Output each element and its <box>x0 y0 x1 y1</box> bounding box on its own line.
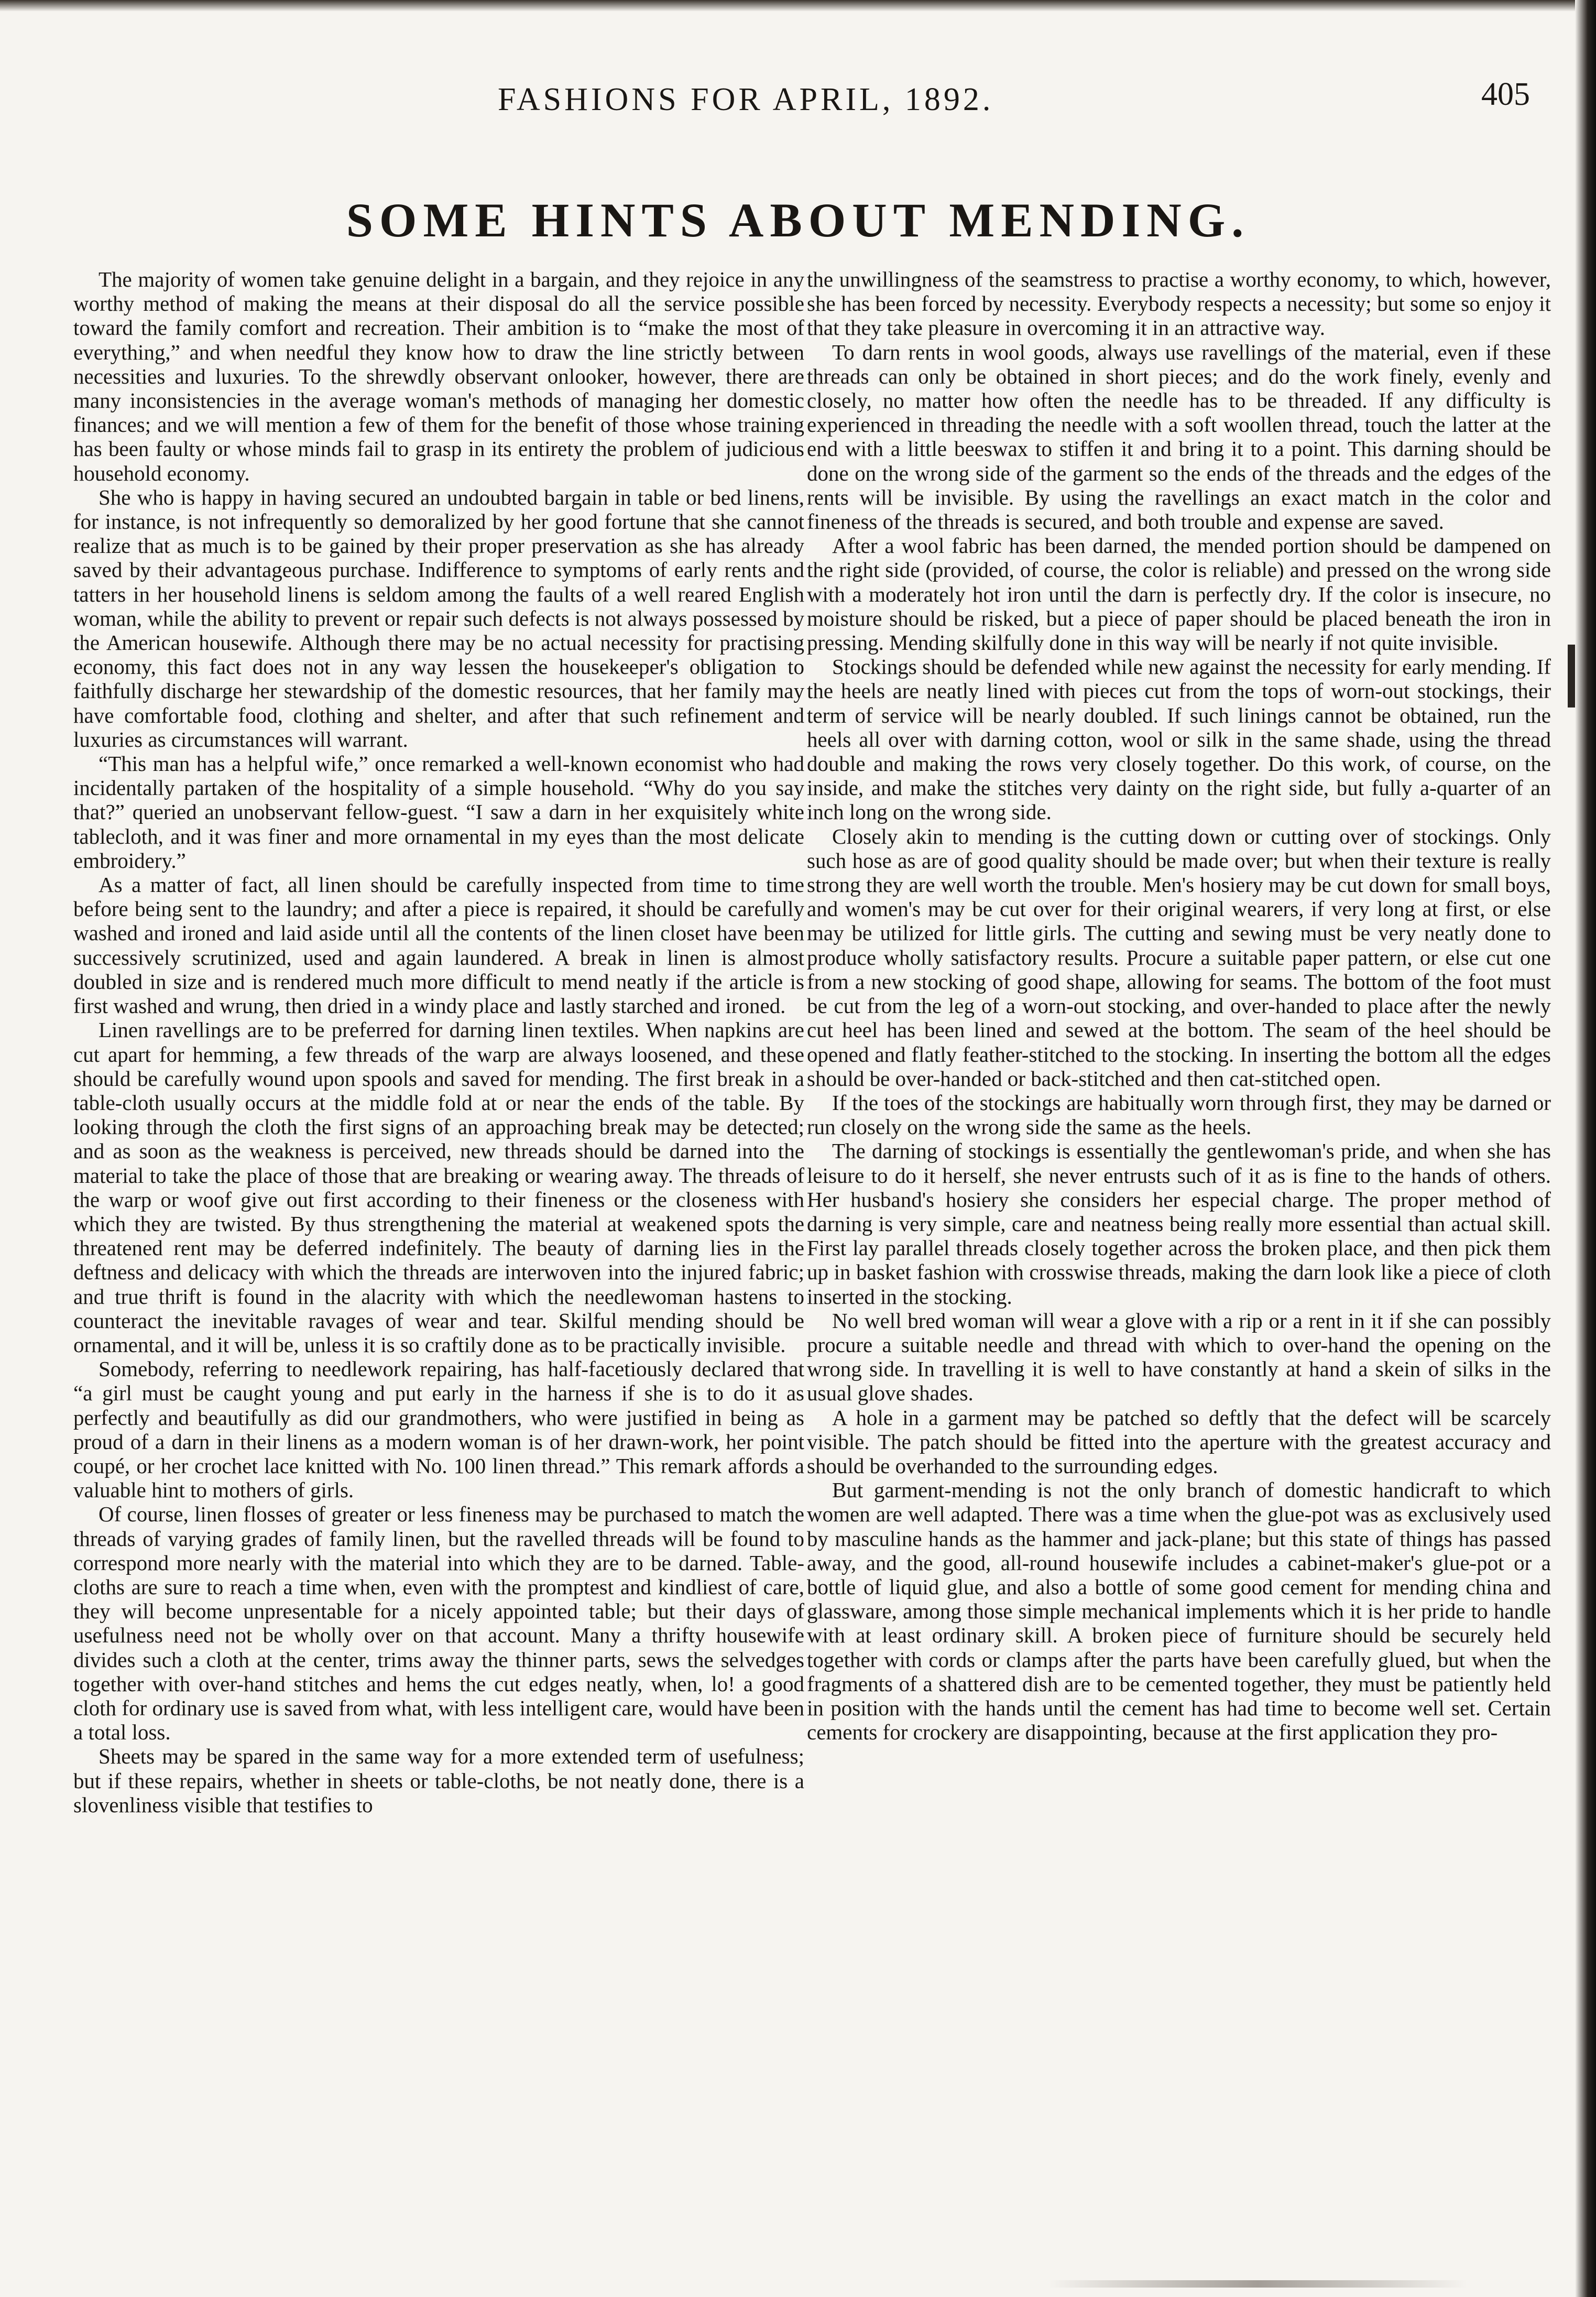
article-title: SOME HINTS ABOUT MENDING. <box>346 193 1250 247</box>
paragraph: Somebody, referring to needlework repairing, has half-facetiously declared that “a girl must be caught young and put early in the harness if she is to do it as perfectly and beautifully as did our grandmothers, who were justified in being as proud of a darn in their linens as a modern woman is of her drawn-work, her point coupé, or her crochet lace knitted with No. 100 linen thread.” This remark affords a valuable hint to mothers of girls. <box>73 1357 804 1503</box>
running-head <box>94 79 1540 121</box>
paragraph: “This man has a helpful wife,” once remarked a well-known economist who had incidentally partaken of the hospitality of a simple household. “Why do you say that?” queried an unobservant fellow-guest. “I saw a darn in her exquisitely white tablecloth, and it was finer and more ornamental in my eyes than the most delicate embroidery.” <box>73 752 804 873</box>
paragraph: No well bred woman will wear a glove with a rip or a rent in it if she can possibly procure a suitable needle and thread with which to over-hand the opening on the wrong side. In travelling it is well to have constantly at hand a skein of silks in the usual glove shades. <box>807 1308 1551 1406</box>
paragraph: To darn rents in wool goods, always use ravellings of the material, even if these threads can only be obtained in short pieces; and do the work finely, evenly and closely, no matter how often the needle has to be threaded. If any difficulty is experienced in threading the needle with a soft woollen thread, touch the latter at the end with a little beeswax to stiffen it and bring it to a point. This darning should be done on the wrong side of the garment so the ends of the threads and the edges of the rents will be invisible. By using the ravellings an exact match in the color and fineness of the threads is secured, and both trouble and expense are saved. <box>807 340 1551 534</box>
paragraph: The darning of stockings is essentially the gentlewoman's pride, and when she has leisure to do it herself, she never entrusts such of it as is fine to the hands of others. Her husband's hosiery she considers her especial charge. The proper method of darning is very simple, care and neatness being really more essential than actual skill. First lay parallel threads closely together across the broken place, and then pick them up in basket fashion with crosswise threads, making the darn look like a piece of cloth inserted in the stocking. <box>807 1139 1551 1309</box>
paragraph: After a wool fabric has been darned, the mended portion should be dampened on the right side (provided, of course, the color is reliable) and pressed on the wrong side with a moderately hot iron until the darn is perfectly dry. If the color is insecure, no moisture should be risked, but a piece of paper should be placed beneath the iron in pressing. Mending skilfully done in this way will be nearly if not quite invisible. <box>807 534 1551 655</box>
paragraph: Stockings should be defended while new against the necessity for early mending. If the heels are neatly lined with pieces cut from the tops of worn-out stockings, their term of service will be nearly doubled. If such linings cannot be obtained, run the heels all over with darning cotton, wool or silk in the same shade, using the thread double and making the rows very closely together. Do this work, of course, on the inside, and make the stitches very dainty on the right side, but fully a-quarter of an inch long on the wrong side. <box>807 655 1551 824</box>
paragraph: Of course, linen flosses of greater or less fineness may be purchased to match the threads of varying grades of family linen, but the ravelled threads will be found to correspond more nearly with the material into which they are to be darned. Table-cloths are sure to reach a time when, even with the promptest and kindliest of care, they will become unpresentable for a nicely appointed table; but their days of usefulness need not be wholly over on that account. Many a thrifty housewife divides such a cloth at the center, trims away the thinner parts, sews the selvedges together with over-hand stitches and hems the cut edges neatly, when, lo! a good cloth for ordinary use is saved from what, with less intelligent care, would have been a total loss. <box>73 1502 804 1745</box>
bottom-edge-smudge <box>1048 2280 1467 2288</box>
running-title: FASHIONS FOR APRIL, 1892. <box>498 82 994 117</box>
paragraph: Closely akin to mending is the cutting down or cutting over of stockings. Only such hose as are of good quality should be made over; but when their texture is really strong they are well worth the trouble. Men's hosiery may be cut down for small boys, and women's may be cut over for their original wearers, if very long at first, or else may be utilized for little girls. The cutting and sewing must be very neatly done to produce wholly satisfactory results. Procure a suitable paper pattern, or else cut one from a new stocking of good shape, allowing for seams. The bottom of the foot must be cut from the leg of a worn-out stocking, and over-handed to place after the newly cut heel has been lined and sewed at the bottom. The seam of the heel should be opened and flatly feather-stitched to the stocking. In inserting the bottom all the edges should be over-handed or back-stitched and then cat-stitched open. <box>807 824 1551 1091</box>
paragraph: Sheets may be spared in the same way for a more extended term of usefulness; but if these repairs, whether in sheets or table-cloths, be not neatly done, there is a slovenliness visible that testifies to <box>73 1744 804 1817</box>
paragraph-continued: the unwillingness of the seamstress to practise a worthy economy, to which, however, she has been forced by necessity. Everybody respects a necessity; but some so enjoy it that they take pleasure in overcoming it in an attractive way. <box>807 267 1551 340</box>
paragraph: The majority of women take genuine delight in a bargain, and they rejoice in any worthy method of making the means at their disposal do all the service possible toward the family comfort and recreation. Their ambition is to “make the most of everything,” and when needful they know how to draw the line strictly between necessities and luxuries. To the shrewdly observant onlooker, however, there are many inconsistencies in the average woman's methods of managing her domestic finances; and we will mention a few of them for the benefit of those whose training has been faulty or whose minds fail to grasp in its entirety the problem of judicious household economy. <box>73 267 804 485</box>
text-column-left <box>73 267 804 2274</box>
text-column-right <box>807 267 1551 2274</box>
paragraph: She who is happy in having secured an undoubted bargain in table or bed linens, for instance, is not infrequently so demoralized by her good fortune that she cannot realize that as much is to be gained by their proper preservation as she has already saved by their advantageous purchase. Indifference to symptoms of early rents and tatters in her household linens is seldom among the faults of a well reared English woman, while the ability to prevent or repair such defects is not always possessed by the American housewife. Although there may be no actual necessity for practising economy, this fact does not in any way lessen the housekeeper's obligation to faithfully discharge her stewardship of the domestic resources, that her family may have comfortable food, clothing and shelter, and after that such refinement and luxuries as circumstances will warrant. <box>73 485 804 752</box>
paragraph: A hole in a garment may be patched so deftly that the defect will be scarcely visible. The patch should be fitted into the aperture with the greatest accuracy and should be overhanded to the surrounding edges. <box>807 1405 1551 1478</box>
binding-mark <box>1568 645 1575 707</box>
page-number: 405 <box>1481 77 1530 112</box>
page-right-edge-shadow <box>1575 0 1596 2297</box>
paragraph: As a matter of fact, all linen should be carefully inspected from time to time before being sent to the laundry; and after a piece is repaired, it should be carefully washed and ironed and laid aside until all the contents of the linen closet have been successively scrutinized, used and again laundered. A break in linen is almost doubled in size and is rendered much more difficult to mend neatly if the article is first washed and wrung, then dried in a windy place and lastly starched and ironed. <box>73 873 804 1018</box>
page-top-edge-shadow <box>0 0 1596 12</box>
paragraph: If the toes of the stockings are habitually worn through first, they may be darned or run closely on the wrong side the same as the heels. <box>807 1090 1551 1139</box>
paragraph: Linen ravellings are to be preferred for darning linen textiles. When napkins are cut apart for hemming, a few threads of the warp are always loosened, and these should be carefully wound upon spools and saved for mending. The first break in a table-cloth usually occurs at the middle fold at or near the ends of the table. By looking through the cloth the first signs of an approaching break may be detected; and as soon as the weakness is perceived, new threads should be darned into the material to take the place of those that are breaking or wearing away. The threads of the warp or woof give out first according to their fineness or the closeness with which they are twisted. By thus strengthening the material at weakened spots the threatened rent may be deferred indefinitely. The beauty of darning lies in the deftness and delicacy with which the threads are interwoven into the injured fabric; and true thrift is found in the alacrity with which the needlewoman hastens to counteract the inevitable ravages of wear and tear. Skilful mending should be ornamental, and it will be, unless it is so craftily done as to be practically invisible. <box>73 1018 804 1357</box>
paragraph: But garment-mending is not the only branch of domestic handicraft to which women are well adapted. There was a time when the glue-pot was as exclusively used by masculine hands as the hammer and jack-plane; but this state of things has passed away, and the good, all-round housewife includes a cabinet-maker's glue-pot or a bottle of liquid glue, and also a bottle of some good cement for mending china and glassware, among those simple mechanical implements which it is her pride to handle with at least ordinary skill. A broken piece of furniture should be securely held together with cords or clamps after the parts have been carefully glued, but when the fragments of a shattered dish are to be cemented together, they must be patiently held in position with the hands until the cement has had time to become well set. Certain cements for crockery are disappointing, because at the first application they pro- <box>807 1478 1551 1745</box>
